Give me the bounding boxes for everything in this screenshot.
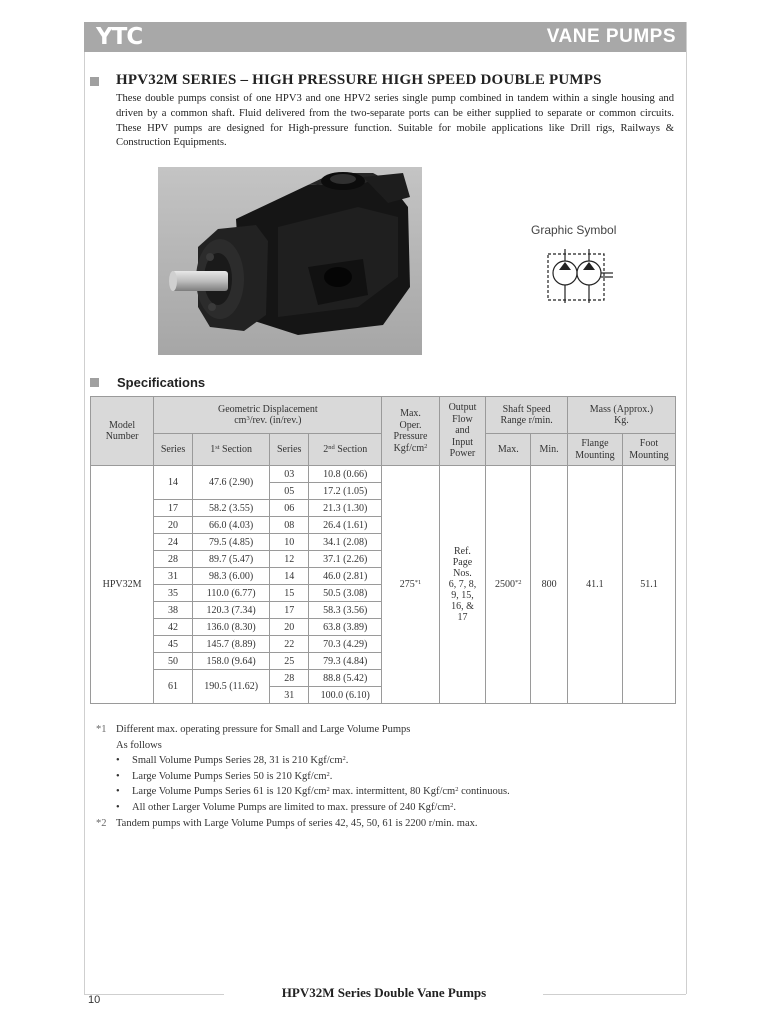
- company-logo: YTC: [96, 24, 143, 50]
- second-section-cell: 58.3 (3.56): [309, 602, 382, 619]
- note-1-as-follows: As follows: [116, 739, 162, 751]
- first-series-cell: 28: [154, 551, 193, 568]
- second-series-cell: 06: [270, 500, 309, 517]
- first-series-cell: 38: [154, 602, 193, 619]
- second-section-cell: 79.3 (4.84): [309, 653, 382, 670]
- footer-title: HPV32M Series Double Vane Pumps: [281, 985, 487, 1000]
- first-section-cell: 158.0 (9.64): [192, 653, 269, 670]
- speed-min-cell: 800: [531, 466, 568, 704]
- second-section-cell: 37.1 (2.26): [309, 551, 382, 568]
- model-number-cell: HPV32M: [91, 466, 154, 704]
- footer-rule-left: [84, 994, 224, 995]
- first-section-cell: 120.3 (7.34): [192, 602, 269, 619]
- first-series-cell: 42: [154, 619, 193, 636]
- header-shaft-speed: Shaft Speed Range r/min.: [486, 397, 568, 434]
- second-series-cell: 31: [270, 687, 309, 704]
- header-first-section: 1st Section: [192, 434, 269, 466]
- footer-rule-right: [543, 994, 686, 995]
- second-section-cell: 26.4 (1.61): [309, 517, 382, 534]
- second-series-cell: 08: [270, 517, 309, 534]
- header-second-section: 2nd Section: [309, 434, 382, 466]
- second-section-cell: 63.8 (3.89): [309, 619, 382, 636]
- note-bullet: • All other Larger Volume Pumps are limited to max. pressure of 240 Kgf/$cm^2$.: [116, 801, 457, 813]
- first-series-cell: 50: [154, 653, 193, 670]
- first-section-cell: 190.5 (11.62): [192, 670, 269, 704]
- header-speed-max: Max.: [486, 434, 531, 466]
- speed-max-cell: 2500$^{*2}$: [486, 466, 531, 704]
- first-section-cell: 136.0 (8.30): [192, 619, 269, 636]
- second-series-cell: 20: [270, 619, 309, 636]
- page-number: 10: [88, 994, 101, 1006]
- second-series-cell: 15: [270, 585, 309, 602]
- specs-bullet-icon: [90, 378, 99, 387]
- pump-photo: [158, 167, 422, 355]
- section-title: HPV32M SERIES – HIGH PRESSURE HIGH SPEED DOUBLE PUMPS: [116, 72, 602, 88]
- first-series-cell: 20: [154, 517, 193, 534]
- footnotes: [96, 722, 656, 831]
- second-section-cell: 46.0 (2.81): [309, 568, 382, 585]
- second-series-cell: 10: [270, 534, 309, 551]
- mass-flange-cell: 41.1: [567, 466, 622, 704]
- second-series-cell: 17: [270, 602, 309, 619]
- header-foot-mounting: Foot Mounting: [622, 434, 675, 466]
- second-section-cell: 17.2 (1.05): [309, 483, 382, 500]
- header-series-2: Series: [270, 434, 309, 466]
- intro-paragraph: These double pumps consist of one HPV3 and one HPV2 series single pump combined in tandem within a single housing and driven by a common shaft. Fluid delivered from the two-separate ports can be either supplied to separate or common circuits. These HPV pumps are designed for High-pressure function. Suitable for mobile applications like Drill rigs, Railways & Construction Equipments.: [116, 93, 674, 149]
- specifications-table: [90, 396, 676, 704]
- mass-foot-cell: 51.1: [622, 466, 675, 704]
- first-series-cell: 17: [154, 500, 193, 517]
- vane-pump-image-icon: [158, 167, 422, 355]
- note-bullet: • Large Volume Pumps Series 61 is 120 Kgf/$cm^2$ max. intermittent, 80 Kgf/$cm^2$ continuous.: [116, 786, 510, 798]
- second-series-cell: 12: [270, 551, 309, 568]
- second-section-cell: 70.3 (4.29): [309, 636, 382, 653]
- second-series-cell: 25: [270, 653, 309, 670]
- table-row: [91, 466, 676, 483]
- header-title: VANE PUMPS: [546, 26, 676, 47]
- first-section-cell: 89.7 (5.47): [192, 551, 269, 568]
- second-section-cell: 21.3 (1.30): [309, 500, 382, 517]
- first-section-cell: 98.3 (6.00): [192, 568, 269, 585]
- second-series-cell: 03: [270, 466, 309, 483]
- table-header-row: [91, 397, 676, 434]
- first-series-cell: 45: [154, 636, 193, 653]
- header-output-flow: Output Flow and Input Power: [439, 397, 486, 466]
- note-2: *2 Tandem pumps with Large Volume Pumps of series 42, 45, 50, 61 is 2200 r/min. max.: [96, 817, 478, 829]
- header-flange-mounting: Flange Mounting: [567, 434, 622, 466]
- second-section-cell: 34.1 (2.08): [309, 534, 382, 551]
- max-pressure-cell: 275$^{*1}$: [382, 466, 439, 704]
- header-max-pressure: Max. Oper. Pressure Kgf/$cm^2$: [382, 397, 439, 466]
- second-series-cell: 14: [270, 568, 309, 585]
- specifications-title: Specifications: [117, 375, 206, 390]
- first-series-cell: 61: [154, 670, 193, 704]
- second-section-cell: 50.5 (3.08): [309, 585, 382, 602]
- note-bullet: • Small Volume Pumps Series 28, 31 is 210 Kgf/$cm^2$.: [116, 755, 349, 767]
- note-1: *1 Different max. operating pressure for Small and Large Volume Pumps: [96, 724, 411, 735]
- header-series-1: Series: [154, 434, 193, 466]
- header-mass: Mass (Approx.) Kg.: [567, 397, 675, 434]
- first-section-cell: 47.6 (2.90): [192, 466, 269, 500]
- second-section-cell: 10.8 (0.66): [309, 466, 382, 483]
- second-series-cell: 05: [270, 483, 309, 500]
- output-flow-cell: Ref. Page Nos. 6, 7, 8, 9, 15, 16, & 17: [439, 466, 486, 704]
- header-geometric-displacement: Geometric Displacement $cm^3$/rev. (in/rev.): [154, 397, 382, 434]
- hydraulic-double-pump-symbol-icon: [545, 249, 617, 303]
- graphic-symbol-label: Graphic Symbol: [531, 223, 617, 237]
- header-model-number: Model Number: [91, 397, 154, 466]
- first-section-cell: 79.5 (4.85): [192, 534, 269, 551]
- first-series-cell: 31: [154, 568, 193, 585]
- header-speed-min: Min.: [531, 434, 568, 466]
- first-series-cell: 35: [154, 585, 193, 602]
- first-section-cell: 145.7 (8.89): [192, 636, 269, 653]
- second-series-cell: 22: [270, 636, 309, 653]
- section-bullet-icon: [90, 77, 99, 86]
- first-series-cell: 24: [154, 534, 193, 551]
- first-section-cell: 66.0 (4.03): [192, 517, 269, 534]
- second-section-cell: 88.8 (5.42): [309, 670, 382, 687]
- first-section-cell: 110.0 (6.77): [192, 585, 269, 602]
- second-series-cell: 28: [270, 670, 309, 687]
- first-series-cell: 14: [154, 466, 193, 500]
- second-section-cell: 100.0 (6.10): [309, 687, 382, 704]
- first-section-cell: 58.2 (3.55): [192, 500, 269, 517]
- note-bullet: • Large Volume Pumps Series 50 is 210 Kgf/$cm^2$.: [116, 770, 333, 782]
